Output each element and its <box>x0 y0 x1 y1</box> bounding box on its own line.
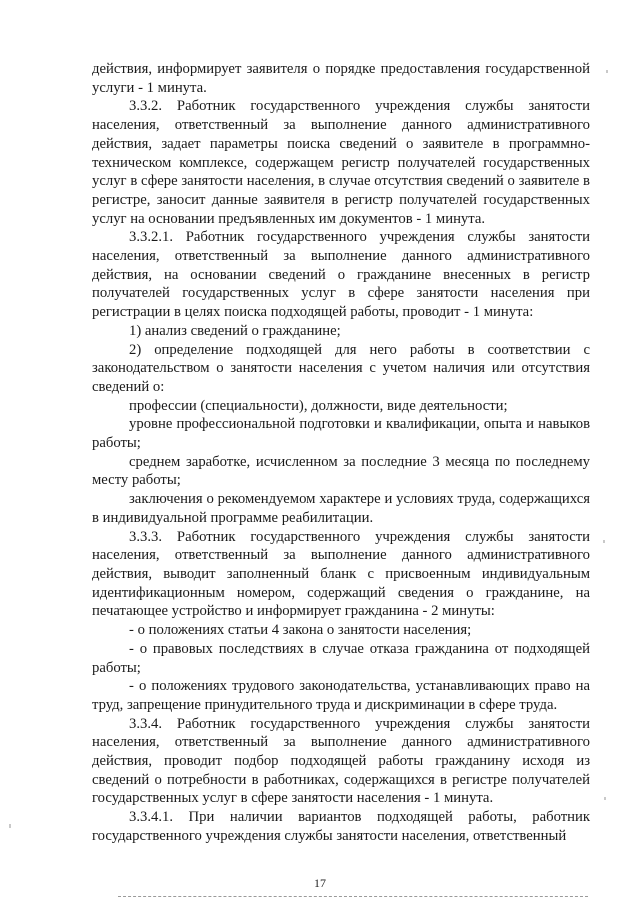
criterion-salary: среднем заработке, исчисленном за последние 3 месяца по последнему месту работы; <box>92 453 590 489</box>
scan-artifact <box>603 540 605 543</box>
criterion-profession: профессии (специальности), должности, виде деятельности; <box>129 397 508 414</box>
criterion-qualification: уровне профессиональной подготовки и квалификации, опыта и навыков работы; <box>92 416 590 452</box>
paragraph-3-3-4-1: 3.3.4.1. При наличии вариантов подходящей работы, работник государственного учреждения службы занятости населения, ответственный <box>92 809 590 844</box>
list-item-determination: 2) определение подходящей для него работы в соответствии с законодательством о занятости населения с учетом наличия или отсутствия сведений о: <box>92 341 590 395</box>
criterion-rehabilitation: заключения о рекомендуемом характере и условиях труда, содержащихся в индивидуальной программе реабилитации. <box>92 491 590 526</box>
info-item-article-4: - о положениях статьи 4 закона о занятости населения; <box>129 622 472 639</box>
paragraph-3-3-4: 3.3.4. Работник государственного учреждения службы занятости населения, ответственный за выполнение данного административного действия, проводит подбор подходящей работы гражданину исходя из сведений о потребности в работниках, содержащихся в регистре получателей государственных услуг в сфере занятости населения - 1 минута. <box>92 715 590 807</box>
info-item-labor-law: - о положениях трудового законодательства, устанавливающих право на труд, запрещение принудительного труда и дискриминации в сфере труда. <box>92 678 590 713</box>
bottom-divider <box>118 896 588 897</box>
paragraph-3-3-3: 3.3.3. Работник государственного учреждения службы занятости населения, ответственный за выполнение данного административного действия, выводит заполненный бланк с присвоенным индивидуальным идентификационным номером, содержащий сведения о гражданине, на печатающее устройство и информирует гражданина - 2 минуты: <box>92 528 590 620</box>
info-item-legal-consequences: - о правовых последствиях в случае отказа гражданина от подходящей работы; <box>92 640 590 676</box>
list-item-analysis: 1) анализ сведений о гражданине; <box>129 322 341 339</box>
paragraph-3-3-2: 3.3.2. Работник государственного учреждения службы занятости населения, ответственный за выполнение данного административного действия, задает параметры поиска сведений о заявителе в программно-техническом комплексе, содержащем регистр получателей государственных услуг в сфере занятости населения, в случае отсутствия сведений о заявителе в регистре, заносит данные заявителя в регистр получателей государственных услуг на основании предъявленных им документов - 1 минута. <box>92 98 590 227</box>
scan-artifact <box>606 70 608 73</box>
scan-artifact <box>604 797 606 800</box>
body-text <box>92 60 590 846</box>
paragraph-continuation: действия, информирует заявителя о порядке предоставления государственной услуги - 1 минута. <box>92 61 590 96</box>
scan-artifact <box>9 824 11 828</box>
page-number: 17 <box>314 876 326 890</box>
paragraph-3-3-2-1: 3.3.2.1. Работник государственного учреждения службы занятости населения, ответственный за выполнение данного административного действия, на основании сведений о гражданине внесенных в регистр получателей государственных услуг в сфере занятости населения при регистрации в целях поиска подходящей работы, проводит - 1 минута: <box>92 229 590 321</box>
